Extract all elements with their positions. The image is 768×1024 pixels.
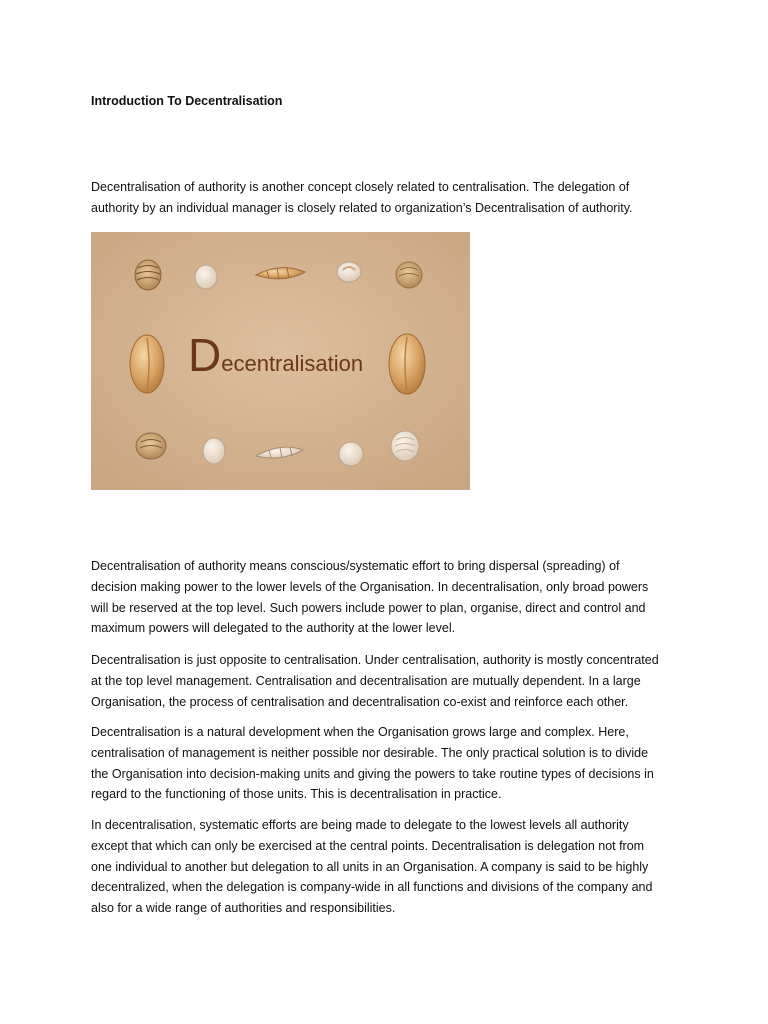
paragraph-intro [91,177,691,219]
text-line: In decentralisation, systematic efforts are being made to delegate to the lowest levels all authority [91,818,629,832]
text-line: Decentralisation is just opposite to centralisation. Under centralisation, authority is mostly concentrated [91,653,659,667]
shell-icon [136,433,166,459]
document-heading: Introduction To Decentralisation [91,94,283,108]
image-title [188,329,364,381]
text-line: except that which can only be exercised at the central points. Decentralisation is delegation not from [91,838,645,853]
paragraph-natural-development [91,722,691,805]
shell-icon [130,335,164,393]
image-title-rest: ecentralisation [221,351,364,376]
shell-icon [389,334,425,394]
shell-icon [396,262,422,288]
shell-icon [391,431,419,461]
paragraph-meaning [91,556,691,639]
text-line: one individual to another but delegation to all units in an Organisation. A company is said to be highly [91,859,649,874]
text-line: Organisation, the process of centralisation and decentralisation co-exist and reinforce each other. [91,694,629,709]
shell-icon [195,265,217,289]
paragraph-systematic-efforts [91,815,691,919]
text-line: the Organisation into decision-making units and giving the powers to take routine types of decisions in [91,766,654,781]
text-line: Decentralisation of authority means conscious/systematic effort to bring dispersal (spreading) of [91,559,620,573]
text-line: centralisation of management is neither possible nor desirable. The only practical solution is to divide [91,745,649,760]
text-line: will be reserved at the top level. Such powers include power to plan, organise, direct and control and [91,600,646,615]
shell-icon [135,260,161,290]
text-line: maximum powers will delegated to the authority at the lower level. [91,621,456,636]
text-line: decision making power to the lower levels of the Organisation. In decentralisation, only broad powers [91,579,649,594]
decentralisation-image [91,232,470,490]
image-title-initial: D [188,329,222,381]
text-line: Decentralisation of authority is another concept closely related to centralisation. The delegation of [91,180,630,194]
text-line: regard to the functioning of those units. This is decentralisation in practice. [91,787,502,802]
text-line: at the top level management. Centralisation and decentralisation are mutually dependent. In a large [91,673,641,688]
text-line: decentralized, when the delegation is company-wide in all functions and divisions of the company and [91,880,653,895]
shell-icon [339,442,363,466]
paragraph-opposite [91,650,691,712]
text-line: also for a wide range of authorities and responsibilities. [91,901,396,916]
shell-icon [337,262,361,282]
text-line: Decentralisation is a natural development when the Organisation grows large and complex. Here, [91,725,629,739]
text-line: authority by an individual manager is closely related to organization’s Decentralisation of authority. [91,200,633,215]
shell-icon [203,438,225,464]
